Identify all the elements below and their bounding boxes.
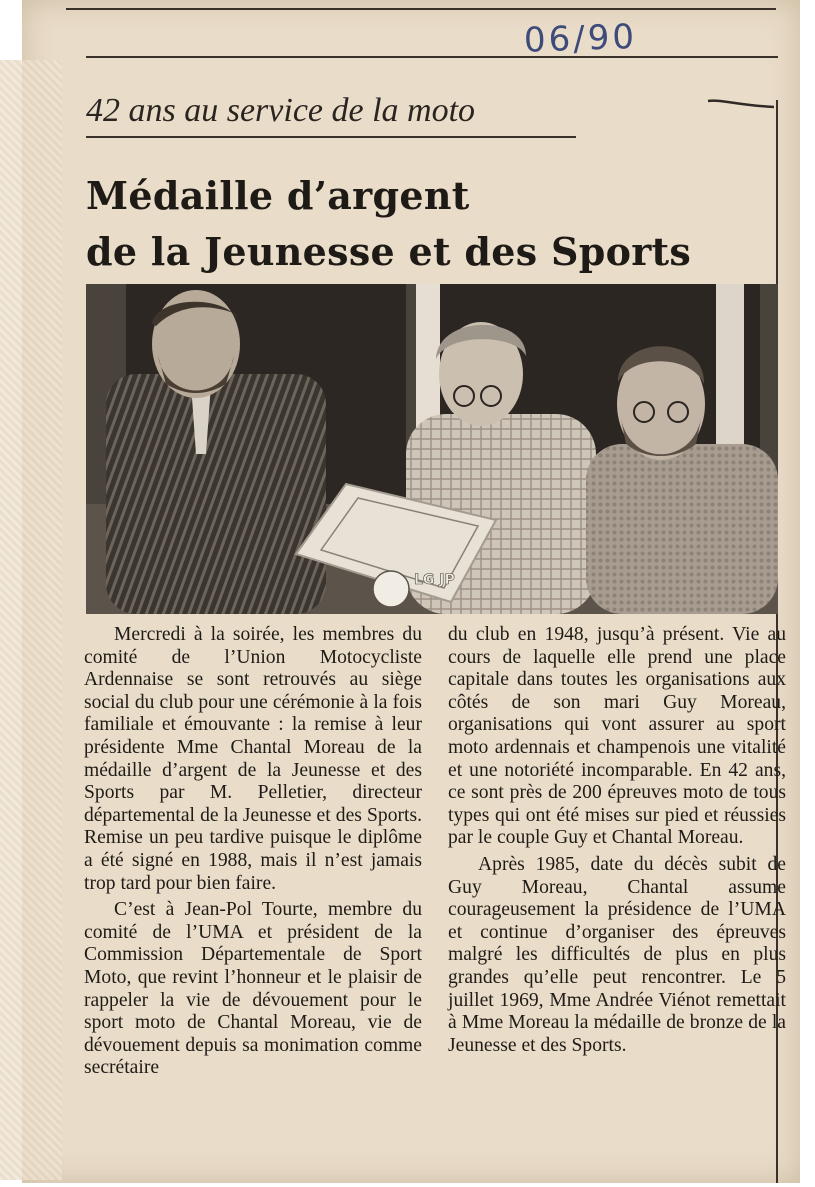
article-column-right [448, 624, 786, 1061]
headline-line-2: de la Jeunesse et des Sports [86, 229, 692, 274]
headline [86, 168, 776, 280]
paragraph: Après 1985, date du décès subit de Guy Moreau, Chantal assume courageusement la présidence de l’UMA et continue d’organiser des épreuves malgré les difficultés de plus en plus grandes qu’elle peut rencontrer. Le 5 juillet 1969, Mme Andrée Viénot remettait à Mme Moreau la médaille de bronze de la Jeunesse et des Sports. [448, 853, 786, 1056]
article-photo [86, 284, 778, 614]
pen-mark [706, 96, 776, 110]
kicker-rule [86, 136, 576, 138]
paper-texture [0, 60, 62, 1180]
paragraph: du club en 1948, jusqu’à présent. Vie au cours de laquelle elle prend une place capitale dans toutes les organisations aux côtés de son mari Guy Moreau, organisations qui vont assurer au sport moto ardennais et champenois une vitalité et une notoriété incomparable. En 42 ans, ce sont près de 200 épreuves moto de tous types qui ont été mises sur pied et réussies par le couple Guy et Chantal Moreau. [448, 624, 786, 849]
svg-text:LG JP: LG JP [414, 572, 455, 588]
paragraph: Mercredi à la soirée, les membres du comité de l’Union Motocycliste Ardennaise se sont retrouvés au siège social du club pour une cérémonie à la fois familiale et émouvante : la remise à leur présidente Mme Chantal Moreau de la médaille d’argent de la Jeunesse et des Sports par M. Pelletier, directeur départemental de la Jeunesse et des Sports. Remise un peu tardive puisque le diplôme a été signé en 1988, mais il n’est jamais trop tard pour bien faire. [84, 624, 422, 894]
paragraph: C’est à Jean-Pol Tourte, membre du comité de l’UMA et président de la Commission Départementale de Sport Moto, que revint l’honneur et le plaisir de rappeler la vie de dévouement pour le sport moto de Chantal Moreau, vie de dévouement depuis sa monimation comme secrétaire [84, 899, 422, 1079]
headline-line-1: Médaille d’argent [86, 173, 470, 218]
article-column-left [84, 624, 422, 1084]
handwritten-date: 06/90 [523, 16, 638, 61]
kicker: 42 ans au service de la moto [86, 92, 476, 129]
top-rule [66, 8, 776, 10]
header-rule [86, 56, 778, 58]
